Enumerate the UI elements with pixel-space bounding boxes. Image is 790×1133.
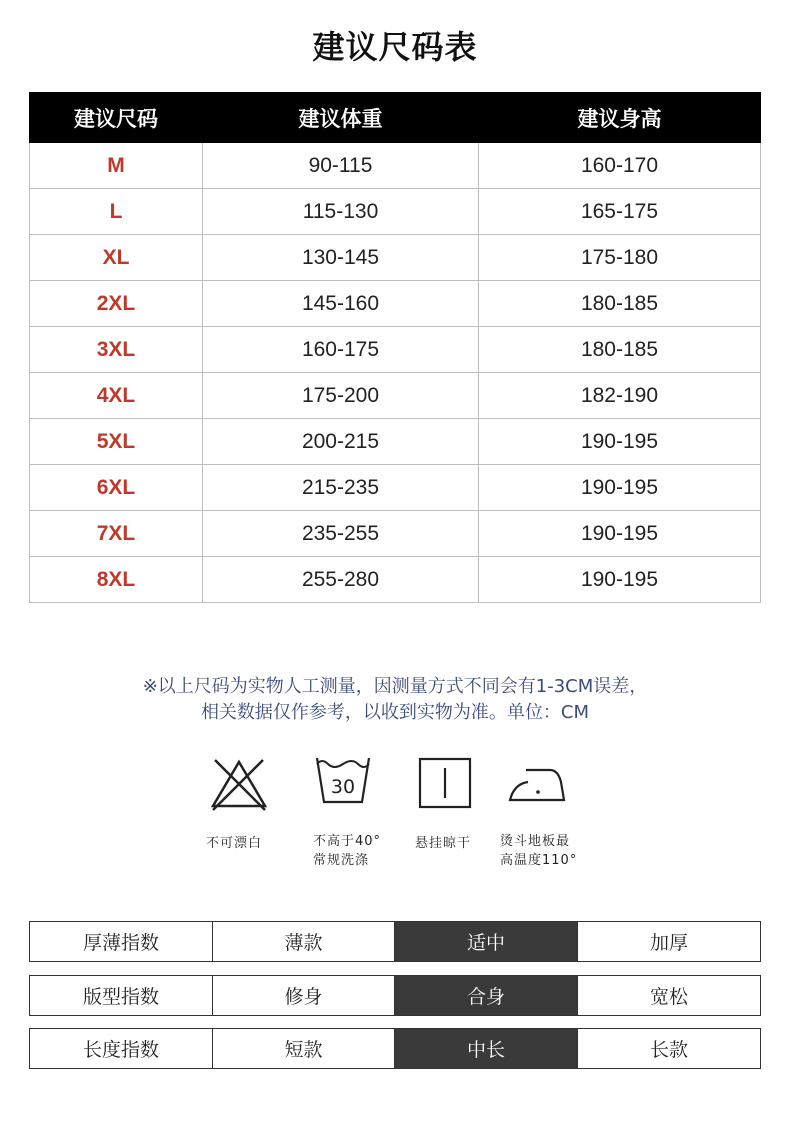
iron-low-icon [508, 756, 618, 806]
height-cell: 160-170 [479, 143, 761, 189]
thickness-option-medium: 适中 [395, 922, 578, 961]
size-cell: 8XL [30, 557, 203, 603]
fit-index-label: 版型指数 [30, 976, 213, 1015]
size-cell: 5XL [30, 419, 203, 465]
weight-cell: 235-255 [203, 511, 479, 557]
weight-cell: 115-130 [203, 189, 479, 235]
height-cell: 190-195 [479, 465, 761, 511]
wash-30-icon [314, 756, 424, 806]
wash-temp-label: 30 [330, 776, 356, 798]
table-row [30, 373, 761, 419]
weight-cell: 200-215 [203, 419, 479, 465]
thickness-index-row [29, 921, 761, 962]
length-option-mid: 中长 [395, 1029, 578, 1068]
header-height: 建议身高 [479, 93, 761, 143]
weight-cell: 255-280 [203, 557, 479, 603]
fit-option-loose: 宽松 [649, 986, 688, 1008]
thickness-index-label: 厚薄指数 [30, 922, 213, 961]
weight-cell: 90-115 [203, 143, 479, 189]
table-row [30, 327, 761, 373]
table-header-row [30, 93, 761, 143]
thickness-option-thin: 薄款 [213, 922, 395, 961]
table-row [30, 557, 761, 603]
table-row [30, 281, 761, 327]
care-label-wash: 不高于40° 常规洗涤 [313, 834, 382, 868]
measurement-note-line2: 相关数据仅作参考，以收到实物为准。单位：CM [200, 702, 590, 723]
height-cell: 190-195 [479, 419, 761, 465]
fit-option-slim: 修身 [213, 976, 395, 1015]
weight-cell: 175-200 [203, 373, 479, 419]
size-cell: 4XL [30, 373, 203, 419]
size-cell: 3XL [30, 327, 203, 373]
size-cell: XL [30, 235, 203, 281]
height-cell: 175-180 [479, 235, 761, 281]
table-row [30, 419, 761, 465]
measurement-note-line1: ※以上尺码为实物人工测量，因测量方式不同会有1-3CM误差， [142, 676, 648, 697]
size-cell: 7XL [30, 511, 203, 557]
fit-option-regular: 合身 [395, 976, 578, 1015]
table-row [30, 511, 761, 557]
header-size: 建议尺码 [30, 93, 203, 143]
weight-cell: 130-145 [203, 235, 479, 281]
thickness-option-thick: 加厚 [649, 932, 688, 954]
no-bleach-icon [209, 756, 319, 812]
care-label-iron: 烫斗地板最 高温度110° [500, 834, 578, 868]
length-index-label: 长度指数 [30, 1029, 213, 1068]
height-cell: 165-175 [479, 189, 761, 235]
height-cell: 190-195 [479, 557, 761, 603]
table-row [30, 143, 761, 189]
size-cell: 2XL [30, 281, 203, 327]
care-label-no-bleach: 不可漂白 [206, 836, 263, 851]
weight-cell: 145-160 [203, 281, 479, 327]
header-weight: 建议体重 [203, 93, 479, 143]
weight-cell: 160-175 [203, 327, 479, 373]
height-cell: 180-185 [479, 281, 761, 327]
page-title: 建议尺码表 [312, 28, 478, 66]
height-cell: 182-190 [479, 373, 761, 419]
length-option-short: 短款 [213, 1029, 395, 1068]
fit-index-row [29, 975, 761, 1016]
length-option-long: 长款 [649, 1039, 688, 1061]
table-row [30, 189, 761, 235]
table-row [30, 235, 761, 281]
weight-cell: 215-235 [203, 465, 479, 511]
length-index-row [29, 1028, 761, 1069]
size-cell: 6XL [30, 465, 203, 511]
height-cell: 190-195 [479, 511, 761, 557]
size-cell: M [30, 143, 203, 189]
size-chart-table [29, 92, 761, 603]
table-row [30, 465, 761, 511]
care-label-hang-dry: 悬挂晾干 [415, 836, 472, 851]
size-cell: L [30, 189, 203, 235]
height-cell: 180-185 [479, 327, 761, 373]
